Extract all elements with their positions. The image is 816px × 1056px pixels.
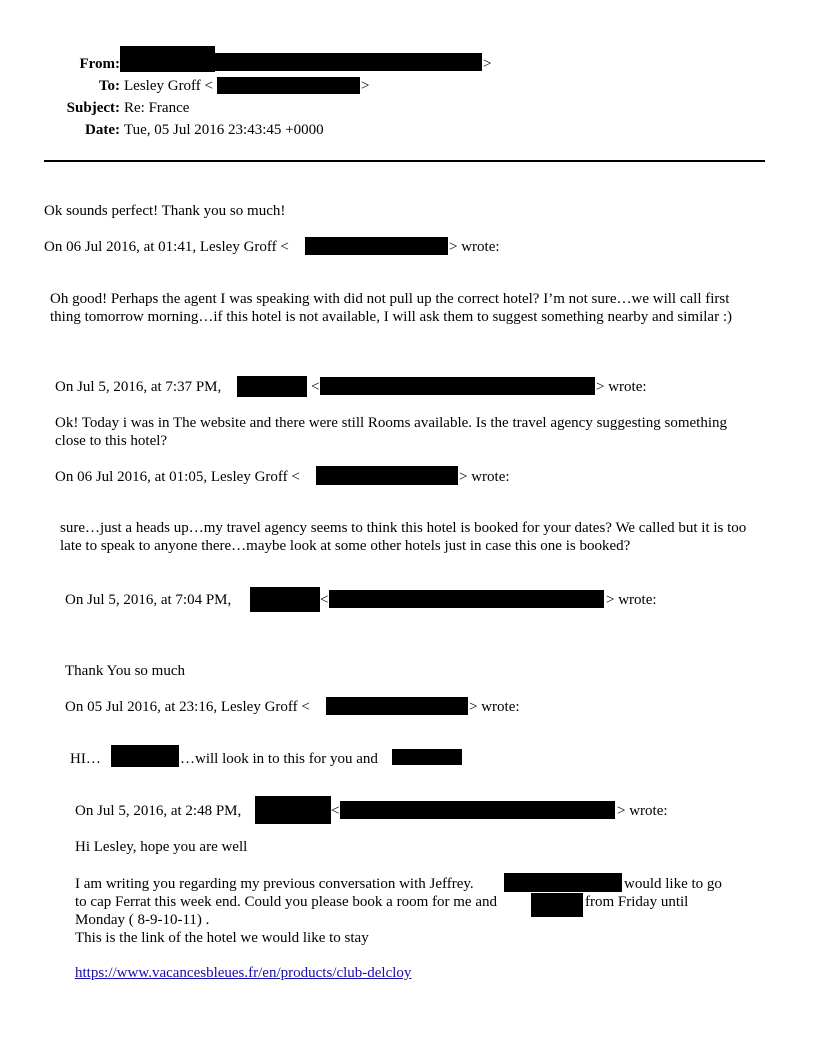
redaction-block xyxy=(504,873,622,892)
redaction-block xyxy=(250,587,320,612)
message-text: HI… xyxy=(70,751,101,767)
message-text: This is the link of the hotel we would like to stay xyxy=(75,930,369,946)
redaction-block xyxy=(320,377,595,395)
message-text: Monday ( 8-9-10-11) . xyxy=(75,912,210,928)
quote-attribution: On 06 Jul 2016, at 01:05, Lesley Groff < xyxy=(55,469,300,485)
to-name: Lesley Groff < xyxy=(124,78,213,94)
quote-attribution: On Jul 5, 2016, at 7:04 PM, xyxy=(65,592,232,608)
date-value: Tue, 05 Jul 2016 23:43:45 +0000 xyxy=(124,122,324,138)
reply-text: Ok sounds perfect! Thank you so much! xyxy=(44,203,286,219)
quote-wrote: > wrote: xyxy=(459,469,510,485)
quote-attribution: On 06 Jul 2016, at 01:41, Lesley Groff < xyxy=(44,239,289,255)
message-text: Oh good! Perhaps the agent I was speaking with did not pull up the correct hotel? I’m not sure…we will call first thing tomorrow morning…if this hotel is not available, I will ask them to suggest something nearby and similar :) xyxy=(50,291,732,325)
redaction-block xyxy=(237,376,307,397)
from-close: > xyxy=(483,56,492,72)
message-text: from Friday until xyxy=(585,894,689,910)
redaction-block xyxy=(111,745,179,767)
message-text: would like to go xyxy=(624,876,722,892)
date-label: Date: xyxy=(85,122,120,138)
message-text: Ok! Today i was in The website and there were still Rooms available. Is the travel agency suggesting something close to this hotel? xyxy=(55,415,727,449)
message-text: I am writing you regarding my previous conversation with Jeffrey. xyxy=(75,876,474,892)
redaction-block xyxy=(340,801,615,819)
hotel-link[interactable]: https://www.vacancesbleues.fr/en/products/club-delcloy xyxy=(75,965,412,981)
redaction-block xyxy=(210,53,482,71)
redaction-block xyxy=(531,893,583,917)
quote-attribution: On 05 Jul 2016, at 23:16, Lesley Groff < xyxy=(65,699,310,715)
header-divider xyxy=(44,160,765,162)
quote-wrote: > wrote: xyxy=(449,239,500,255)
quote-attribution: On Jul 5, 2016, at 7:37 PM, xyxy=(55,379,222,395)
redaction-block xyxy=(392,749,462,765)
to-label: To: xyxy=(98,78,120,94)
to-close: > xyxy=(361,78,370,94)
message-greeting: Hi Lesley, hope you are well xyxy=(75,839,248,855)
quote-bracket: < xyxy=(320,592,329,608)
redaction-block xyxy=(120,46,215,72)
subject-value: Re: France xyxy=(124,100,190,116)
quote-wrote: > wrote: xyxy=(617,803,668,819)
redaction-block xyxy=(326,697,468,715)
redaction-block xyxy=(316,466,458,485)
message-text: to cap Ferrat this week end. Could you please book a room for me and xyxy=(75,894,497,910)
message-text: Thank You so much xyxy=(65,663,186,679)
message-text: sure…just a heads up…my travel agency seems to think this hotel is booked for your dates? We called but it is too late to speak to anyone there…maybe look at some other hotels just in case this one is booked? xyxy=(60,520,747,554)
quote-bracket: < xyxy=(311,379,320,395)
redaction-block xyxy=(329,590,604,608)
quote-wrote: > wrote: xyxy=(596,379,647,395)
subject-label: Subject: xyxy=(66,100,120,116)
message-text: …will look in to this for you and xyxy=(180,751,378,767)
redaction-block xyxy=(217,77,360,94)
redaction-block xyxy=(255,796,331,824)
from-label: From: xyxy=(79,56,120,72)
quote-bracket: < xyxy=(331,803,340,819)
redaction-block xyxy=(305,237,448,255)
quote-wrote: > wrote: xyxy=(606,592,657,608)
quote-attribution: On Jul 5, 2016, at 2:48 PM, xyxy=(75,803,242,819)
quote-wrote: > wrote: xyxy=(469,699,520,715)
